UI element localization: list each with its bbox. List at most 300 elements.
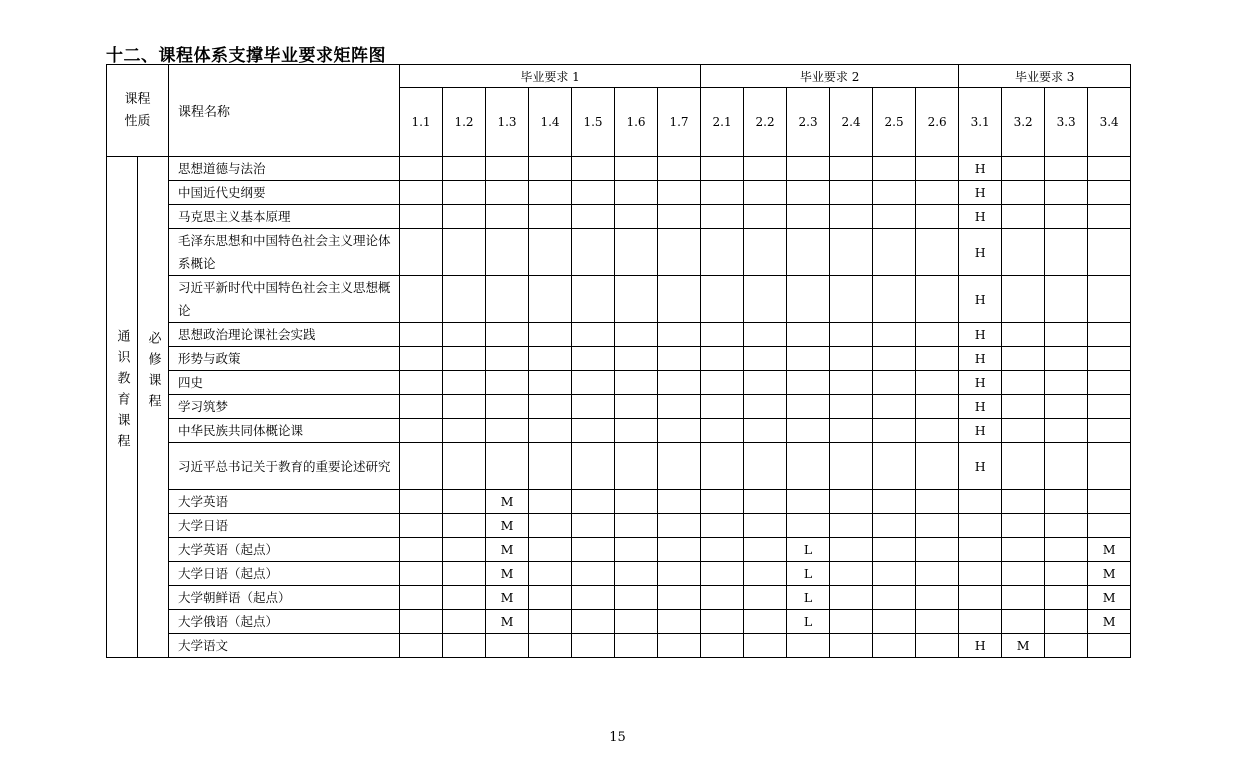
- support-level-cell: [572, 181, 615, 205]
- course-name: 中国近代史纲要: [169, 181, 400, 205]
- support-level-cell: H: [959, 323, 1002, 347]
- support-level-cell: [701, 276, 744, 323]
- support-level-cell: [1088, 323, 1131, 347]
- support-level-cell: [701, 610, 744, 634]
- support-level-cell: [873, 419, 916, 443]
- support-level-cell: [1045, 562, 1088, 586]
- support-level-cell: [572, 323, 615, 347]
- support-level-cell: [400, 347, 443, 371]
- support-level-cell: [873, 490, 916, 514]
- support-level-cell: M: [486, 538, 529, 562]
- support-level-cell: H: [959, 347, 1002, 371]
- table-row: [107, 538, 1131, 562]
- support-level-cell: [529, 610, 572, 634]
- support-level-cell: [916, 347, 959, 371]
- header-subitem: 2.1: [701, 88, 744, 157]
- support-level-cell: H: [959, 157, 1002, 181]
- header-graduation-requirement-2: 毕业要求 2: [701, 65, 959, 88]
- support-level-cell: [916, 538, 959, 562]
- header-course-name-label: 课程名称: [178, 105, 231, 120]
- course-name: 习近平新时代中国特色社会主义思想概论: [169, 276, 400, 323]
- support-level-cell: [443, 562, 486, 586]
- support-level-cell: [1002, 443, 1045, 490]
- support-level-cell: [615, 395, 658, 419]
- support-level-cell: [529, 395, 572, 419]
- header-graduation-requirement-3: 毕业要求 3: [959, 65, 1131, 88]
- support-level-cell: [1088, 395, 1131, 419]
- support-level-cell: [1002, 323, 1045, 347]
- support-level-cell: [873, 610, 916, 634]
- support-level-cell: [916, 395, 959, 419]
- support-level-cell: [658, 538, 701, 562]
- support-level-cell: [787, 395, 830, 419]
- support-level-cell: [744, 347, 787, 371]
- support-level-cell: [701, 443, 744, 490]
- support-level-cell: [830, 157, 873, 181]
- header-subitem: 1.4: [529, 88, 572, 157]
- support-level-cell: M: [1088, 586, 1131, 610]
- course-name: 四史: [169, 371, 400, 395]
- support-level-cell: [1045, 323, 1088, 347]
- header-subitem: 1.6: [615, 88, 658, 157]
- support-level-cell: [572, 443, 615, 490]
- table-row: [107, 181, 1131, 205]
- support-level-cell: [1045, 157, 1088, 181]
- support-level-cell: [701, 419, 744, 443]
- header-subitem: 2.2: [744, 88, 787, 157]
- support-level-cell: [615, 229, 658, 276]
- support-level-cell: [830, 323, 873, 347]
- support-level-cell: [1045, 205, 1088, 229]
- support-level-cell: [873, 347, 916, 371]
- course-name: 马克思主义基本原理: [169, 205, 400, 229]
- support-level-cell: [744, 229, 787, 276]
- support-level-cell: [529, 276, 572, 323]
- category-required-course-label: 必修课程: [145, 331, 161, 416]
- table-row: [107, 157, 1131, 181]
- support-level-cell: [959, 514, 1002, 538]
- support-level-cell: [787, 181, 830, 205]
- support-level-cell: [615, 610, 658, 634]
- support-level-cell: [916, 157, 959, 181]
- support-level-cell: [873, 443, 916, 490]
- header-subitem: 3.2: [1002, 88, 1045, 157]
- support-level-cell: [701, 395, 744, 419]
- matrix-header: [107, 65, 1131, 157]
- support-level-cell: H: [959, 371, 1002, 395]
- table-row: [107, 347, 1131, 371]
- support-level-cell: [701, 181, 744, 205]
- support-level-cell: [873, 395, 916, 419]
- support-level-cell: [615, 443, 658, 490]
- support-level-cell: [658, 347, 701, 371]
- support-level-cell: [658, 443, 701, 490]
- support-level-cell: [400, 514, 443, 538]
- support-level-cell: [443, 157, 486, 181]
- support-level-cell: [443, 443, 486, 490]
- support-level-cell: [486, 229, 529, 276]
- header-subitem: 1.3: [486, 88, 529, 157]
- header-subitem: 2.6: [916, 88, 959, 157]
- support-level-cell: [744, 562, 787, 586]
- support-level-cell: [787, 443, 830, 490]
- table-row: [107, 514, 1131, 538]
- support-level-cell: [443, 276, 486, 323]
- support-level-cell: [529, 229, 572, 276]
- support-level-cell: [658, 276, 701, 323]
- course-name: 学习筑梦: [169, 395, 400, 419]
- support-level-cell: [529, 157, 572, 181]
- support-level-cell: [529, 490, 572, 514]
- support-level-cell: [400, 323, 443, 347]
- support-level-cell: [1088, 347, 1131, 371]
- support-level-cell: [615, 490, 658, 514]
- support-level-cell: [787, 514, 830, 538]
- support-level-cell: [787, 323, 830, 347]
- support-level-cell: M: [1002, 634, 1045, 658]
- support-level-cell: [529, 562, 572, 586]
- support-level-cell: [529, 181, 572, 205]
- support-level-cell: [658, 610, 701, 634]
- support-level-cell: M: [486, 610, 529, 634]
- support-level-cell: [744, 443, 787, 490]
- support-level-cell: [744, 205, 787, 229]
- course-name: 思想道德与法治: [169, 157, 400, 181]
- support-level-cell: [443, 538, 486, 562]
- support-level-cell: [701, 514, 744, 538]
- support-level-cell: [916, 634, 959, 658]
- support-level-cell: [615, 419, 658, 443]
- header-subitem: 1.2: [443, 88, 486, 157]
- support-level-cell: [830, 538, 873, 562]
- support-level-cell: [615, 157, 658, 181]
- support-level-cell: [1002, 229, 1045, 276]
- support-level-cell: [1002, 419, 1045, 443]
- support-level-cell: [787, 157, 830, 181]
- table-row: [107, 371, 1131, 395]
- support-level-cell: [830, 229, 873, 276]
- support-level-cell: [658, 157, 701, 181]
- support-level-cell: [1088, 157, 1131, 181]
- support-level-cell: [916, 610, 959, 634]
- support-level-cell: [744, 276, 787, 323]
- support-level-cell: [1045, 490, 1088, 514]
- support-level-cell: [572, 371, 615, 395]
- support-level-cell: [1088, 205, 1131, 229]
- support-level-cell: H: [959, 443, 1002, 490]
- table-row: [107, 490, 1131, 514]
- support-level-cell: [1045, 538, 1088, 562]
- support-level-cell: [615, 514, 658, 538]
- support-level-cell: [830, 395, 873, 419]
- support-level-cell: [529, 371, 572, 395]
- support-level-cell: [529, 323, 572, 347]
- support-level-cell: [400, 276, 443, 323]
- support-level-cell: [916, 229, 959, 276]
- support-level-cell: [873, 181, 916, 205]
- header-subitem: 1.1: [400, 88, 443, 157]
- support-level-cell: [744, 157, 787, 181]
- support-level-cell: [486, 157, 529, 181]
- support-level-cell: [873, 371, 916, 395]
- support-level-cell: [959, 538, 1002, 562]
- support-level-cell: [615, 323, 658, 347]
- support-level-cell: [572, 490, 615, 514]
- support-level-cell: M: [486, 490, 529, 514]
- support-level-cell: [443, 347, 486, 371]
- table-row: [107, 610, 1131, 634]
- support-level-cell: [658, 419, 701, 443]
- support-level-cell: M: [486, 586, 529, 610]
- support-level-cell: [572, 347, 615, 371]
- header-subitem: 3.3: [1045, 88, 1088, 157]
- support-level-cell: [873, 276, 916, 323]
- category-general-education-label: 通识教育课程: [114, 329, 130, 455]
- support-level-cell: [1002, 205, 1045, 229]
- support-level-cell: [572, 538, 615, 562]
- support-level-cell: [1002, 276, 1045, 323]
- header-subitem: 2.4: [830, 88, 873, 157]
- support-level-cell: [400, 229, 443, 276]
- support-level-cell: [572, 419, 615, 443]
- table-row: [107, 395, 1131, 419]
- support-level-cell: [400, 443, 443, 490]
- page-title: 十二、课程体系支撑毕业要求矩阵图: [106, 46, 386, 66]
- course-name: 大学俄语（起点）: [169, 610, 400, 634]
- support-level-cell: [744, 323, 787, 347]
- course-name: 大学英语（起点）: [169, 538, 400, 562]
- support-level-cell: [1088, 443, 1131, 490]
- support-level-cell: [1088, 229, 1131, 276]
- support-level-cell: [916, 490, 959, 514]
- support-level-cell: [830, 610, 873, 634]
- table-row: [107, 586, 1131, 610]
- table-row: [107, 323, 1131, 347]
- support-level-cell: [1045, 395, 1088, 419]
- support-level-cell: [830, 586, 873, 610]
- support-level-cell: [959, 490, 1002, 514]
- support-level-cell: [1002, 157, 1045, 181]
- support-level-cell: [830, 181, 873, 205]
- support-level-cell: [400, 419, 443, 443]
- support-level-cell: [1045, 371, 1088, 395]
- support-level-cell: [959, 586, 1002, 610]
- support-level-cell: [916, 205, 959, 229]
- category-required-course: [138, 157, 169, 490]
- support-level-cell: [830, 562, 873, 586]
- header-course-category-label: 课程性质: [124, 91, 151, 129]
- support-level-cell: [787, 419, 830, 443]
- support-level-cell: [615, 347, 658, 371]
- support-level-cell: [486, 634, 529, 658]
- support-level-cell: [658, 229, 701, 276]
- support-level-cell: [1045, 443, 1088, 490]
- support-level-cell: [1002, 586, 1045, 610]
- page-number: 15: [609, 730, 626, 745]
- header-row-groups: [107, 65, 1131, 88]
- course-name: 思想政治理论课社会实践: [169, 323, 400, 347]
- support-level-cell: [701, 538, 744, 562]
- table-row: [107, 562, 1131, 586]
- support-level-cell: [1045, 181, 1088, 205]
- support-level-cell: [443, 610, 486, 634]
- support-level-cell: [787, 490, 830, 514]
- support-level-cell: [916, 562, 959, 586]
- support-level-cell: [959, 610, 1002, 634]
- support-level-cell: [744, 181, 787, 205]
- support-level-cell: [830, 347, 873, 371]
- support-level-cell: [443, 371, 486, 395]
- course-name: 大学语文: [169, 634, 400, 658]
- support-level-cell: [400, 205, 443, 229]
- support-level-cell: [443, 323, 486, 347]
- table-row: [107, 205, 1131, 229]
- course-name: 大学朝鲜语（起点）: [169, 586, 400, 610]
- support-level-cell: [1045, 229, 1088, 276]
- support-level-cell: [916, 181, 959, 205]
- support-level-cell: [1088, 634, 1131, 658]
- support-level-cell: [873, 157, 916, 181]
- support-level-cell: [486, 205, 529, 229]
- support-level-cell: [615, 538, 658, 562]
- support-level-cell: [1045, 610, 1088, 634]
- support-level-cell: [1002, 538, 1045, 562]
- support-level-cell: [701, 347, 744, 371]
- support-level-cell: [658, 490, 701, 514]
- header-subitem: 2.3: [787, 88, 830, 157]
- support-level-cell: [529, 586, 572, 610]
- support-level-cell: [701, 229, 744, 276]
- support-level-cell: [1088, 419, 1131, 443]
- support-level-cell: [658, 562, 701, 586]
- support-level-cell: [443, 205, 486, 229]
- support-level-cell: [615, 562, 658, 586]
- support-level-cell: M: [1088, 610, 1131, 634]
- support-level-cell: [486, 395, 529, 419]
- support-level-cell: [529, 634, 572, 658]
- support-level-cell: [701, 586, 744, 610]
- support-level-cell: [486, 443, 529, 490]
- support-level-cell: [615, 371, 658, 395]
- support-level-cell: [1002, 181, 1045, 205]
- support-level-cell: [529, 347, 572, 371]
- table-row: [107, 634, 1131, 658]
- support-level-cell: [830, 371, 873, 395]
- support-level-cell: [658, 586, 701, 610]
- course-name: 大学英语: [169, 490, 400, 514]
- support-level-cell: [701, 323, 744, 347]
- header-subitem: 3.1: [959, 88, 1002, 157]
- support-level-cell: [744, 419, 787, 443]
- support-level-cell: [1002, 347, 1045, 371]
- support-level-cell: [830, 514, 873, 538]
- support-level-cell: [400, 395, 443, 419]
- support-level-cell: L: [787, 562, 830, 586]
- support-level-cell: L: [787, 610, 830, 634]
- support-level-cell: [787, 371, 830, 395]
- support-level-cell: [744, 395, 787, 419]
- support-level-cell: [1002, 371, 1045, 395]
- support-level-cell: [529, 443, 572, 490]
- support-level-cell: [916, 371, 959, 395]
- support-level-cell: [400, 610, 443, 634]
- support-level-cell: [486, 347, 529, 371]
- support-level-cell: [400, 490, 443, 514]
- support-level-cell: [572, 634, 615, 658]
- course-name: 中华民族共同体概论课: [169, 419, 400, 443]
- support-level-cell: [529, 419, 572, 443]
- support-level-cell: [572, 562, 615, 586]
- support-level-cell: [873, 586, 916, 610]
- table-row: [107, 443, 1131, 490]
- support-level-cell: [572, 514, 615, 538]
- support-level-cell: [529, 514, 572, 538]
- support-level-cell: [443, 514, 486, 538]
- support-level-cell: [873, 229, 916, 276]
- support-level-cell: [658, 371, 701, 395]
- support-level-cell: [744, 490, 787, 514]
- support-level-cell: [443, 395, 486, 419]
- support-level-cell: [658, 323, 701, 347]
- support-level-cell: [744, 634, 787, 658]
- header-subitem: 1.5: [572, 88, 615, 157]
- support-level-cell: [916, 419, 959, 443]
- support-level-cell: [572, 610, 615, 634]
- category-inner-continuation: [138, 490, 169, 658]
- support-level-cell: [1002, 562, 1045, 586]
- support-matrix-table: [106, 64, 1131, 658]
- table-row: [107, 419, 1131, 443]
- header-course-name: [169, 65, 400, 157]
- support-level-cell: [658, 205, 701, 229]
- support-level-cell: H: [959, 229, 1002, 276]
- support-level-cell: M: [486, 562, 529, 586]
- support-level-cell: [701, 205, 744, 229]
- header-subitem: 2.5: [873, 88, 916, 157]
- support-level-cell: [572, 586, 615, 610]
- support-level-cell: [1002, 490, 1045, 514]
- support-level-cell: [787, 634, 830, 658]
- course-name: 习近平总书记关于教育的重要论述研究: [169, 443, 400, 490]
- header-course-category: [107, 65, 169, 157]
- support-level-cell: H: [959, 181, 1002, 205]
- support-level-cell: [1045, 634, 1088, 658]
- support-level-cell: [744, 538, 787, 562]
- support-level-cell: [486, 323, 529, 347]
- course-name: 形势与政策: [169, 347, 400, 371]
- support-level-cell: [1002, 514, 1045, 538]
- support-level-cell: [1045, 276, 1088, 323]
- support-level-cell: [916, 323, 959, 347]
- support-level-cell: [400, 371, 443, 395]
- support-level-cell: [873, 323, 916, 347]
- support-level-cell: [400, 562, 443, 586]
- support-level-cell: H: [959, 205, 1002, 229]
- support-level-cell: [701, 562, 744, 586]
- support-level-cell: [486, 371, 529, 395]
- support-level-cell: [1045, 586, 1088, 610]
- support-level-cell: H: [959, 419, 1002, 443]
- header-subitem: 1.7: [658, 88, 701, 157]
- support-level-cell: [658, 181, 701, 205]
- support-level-cell: [443, 634, 486, 658]
- support-level-cell: [572, 395, 615, 419]
- support-level-cell: [873, 514, 916, 538]
- course-name: 大学日语: [169, 514, 400, 538]
- course-name: 大学日语（起点）: [169, 562, 400, 586]
- support-level-cell: [1045, 419, 1088, 443]
- support-level-cell: H: [959, 276, 1002, 323]
